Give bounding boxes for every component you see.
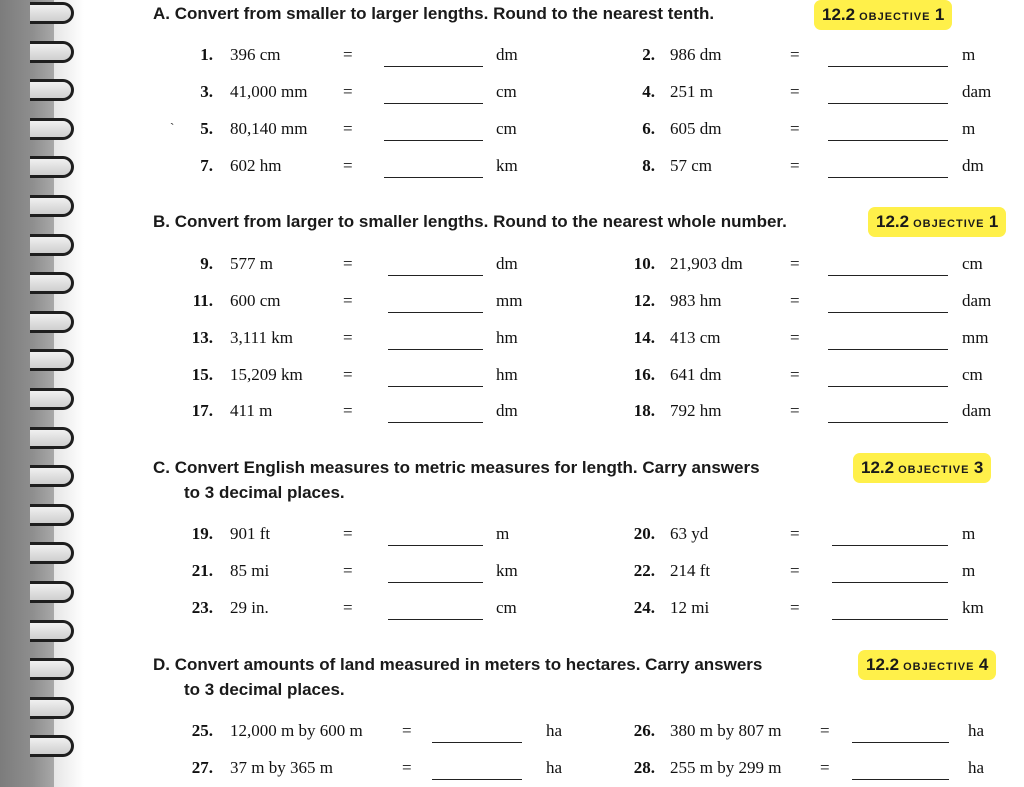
problem-quantity: 85 mi bbox=[230, 561, 270, 580]
equals-sign: = bbox=[790, 291, 800, 310]
section-b-objective-badge: 12.2 OBJECTIVE 1 bbox=[868, 207, 1006, 237]
spiral-ring bbox=[30, 620, 74, 642]
problem-quantity: 792 hm bbox=[670, 401, 722, 420]
equals-sign: = bbox=[790, 328, 800, 347]
answer-blank bbox=[828, 331, 948, 350]
spiral-ring bbox=[30, 542, 74, 564]
problem-number: 22. bbox=[633, 561, 655, 580]
problem-quantity: 12,000 m by 600 m bbox=[230, 721, 363, 740]
spiral-ring bbox=[30, 272, 74, 294]
answer-blank bbox=[388, 257, 483, 276]
spiral-ring bbox=[30, 581, 74, 603]
problem-number: 2. bbox=[642, 45, 655, 64]
answer-blank bbox=[388, 294, 483, 313]
equals-sign: = bbox=[790, 156, 800, 175]
target-unit: km bbox=[962, 598, 984, 617]
problem-quantity: 255 m by 299 m bbox=[670, 758, 782, 777]
problem-quantity: 901 ft bbox=[230, 524, 271, 543]
target-unit: dam bbox=[962, 291, 992, 310]
answer-blank bbox=[388, 527, 483, 546]
answer-blank bbox=[432, 724, 522, 743]
problem-number: 9. bbox=[200, 254, 213, 273]
pencil-mark: ` bbox=[170, 120, 175, 135]
problem-number: 25. bbox=[191, 721, 213, 740]
problem-quantity: 41,000 mm bbox=[230, 82, 308, 101]
answer-blank bbox=[828, 159, 948, 178]
answer-blank bbox=[828, 85, 948, 104]
problem-number: 18. bbox=[633, 401, 655, 420]
problem-number: 28. bbox=[633, 758, 655, 777]
equals-sign: = bbox=[343, 119, 353, 138]
target-unit: cm bbox=[496, 598, 517, 617]
answer-blank bbox=[384, 85, 483, 104]
target-unit: m bbox=[962, 119, 976, 138]
spiral-ring bbox=[30, 658, 74, 680]
problem-quantity: 413 cm bbox=[670, 328, 721, 347]
equals-sign: = bbox=[343, 561, 353, 580]
problem-number: 8. bbox=[642, 156, 655, 175]
target-unit: cm bbox=[496, 82, 517, 101]
equals-sign: = bbox=[790, 365, 800, 384]
section-b-heading: B. Convert from larger to smaller lengths. Round to the nearest whole number. bbox=[153, 212, 787, 231]
problem-number: 24. bbox=[633, 598, 655, 617]
problem-number: 6. bbox=[642, 119, 655, 138]
target-unit: dam bbox=[962, 401, 992, 420]
section-a-objective-badge: 12.2 OBJECTIVE 1 bbox=[814, 0, 952, 30]
problem-quantity: 641 dm bbox=[670, 365, 722, 384]
section-c-heading: C. Convert English measures to metric measures for length. Carry answers bbox=[153, 458, 760, 477]
answer-blank bbox=[384, 159, 483, 178]
problem-quantity: 57 cm bbox=[670, 156, 713, 175]
equals-sign: = bbox=[343, 45, 353, 64]
problem-number: 10. bbox=[633, 254, 655, 273]
section-d-heading-line2: to 3 decimal places. bbox=[184, 680, 345, 699]
problem-quantity: 3,111 km bbox=[230, 328, 293, 347]
equals-sign: = bbox=[790, 524, 800, 543]
problem-quantity: 577 m bbox=[230, 254, 273, 273]
spiral-ring bbox=[30, 195, 74, 217]
target-unit: ha bbox=[968, 721, 985, 740]
problem-quantity: 12 mi bbox=[670, 598, 710, 617]
spiral-ring bbox=[30, 388, 74, 410]
problem-number: 16. bbox=[633, 365, 655, 384]
problem-quantity: 29 in. bbox=[230, 598, 269, 617]
equals-sign: = bbox=[343, 365, 353, 384]
equals-sign: = bbox=[820, 721, 830, 740]
target-unit: m bbox=[962, 524, 976, 543]
spiral-ring bbox=[30, 735, 74, 757]
target-unit: hm bbox=[496, 328, 518, 347]
spiral-ring bbox=[30, 234, 74, 256]
target-unit: mm bbox=[496, 291, 523, 310]
answer-blank bbox=[828, 257, 948, 276]
target-unit: km bbox=[496, 561, 518, 580]
equals-sign: = bbox=[343, 291, 353, 310]
problem-quantity: 380 m by 807 m bbox=[670, 721, 782, 740]
problem-number: 13. bbox=[191, 328, 213, 347]
section-a-heading: A. Convert from smaller to larger lengths. Round to the nearest tenth. bbox=[153, 4, 715, 23]
section-c-objective-badge: 12.2 OBJECTIVE 3 bbox=[853, 453, 991, 483]
equals-sign: = bbox=[343, 156, 353, 175]
target-unit: dam bbox=[962, 82, 992, 101]
equals-sign: = bbox=[343, 328, 353, 347]
problem-number: 1. bbox=[200, 45, 213, 64]
equals-sign: = bbox=[343, 401, 353, 420]
answer-blank bbox=[388, 601, 483, 620]
spiral-ring bbox=[30, 504, 74, 526]
equals-sign: = bbox=[790, 561, 800, 580]
target-unit: cm bbox=[962, 254, 983, 273]
answer-blank bbox=[832, 601, 948, 620]
problem-number: 11. bbox=[192, 291, 213, 310]
target-unit: cm bbox=[496, 119, 517, 138]
equals-sign: = bbox=[820, 758, 830, 777]
spiral-ring bbox=[30, 697, 74, 719]
answer-blank bbox=[388, 368, 483, 387]
answer-blank bbox=[384, 122, 483, 141]
answer-blank bbox=[832, 527, 948, 546]
equals-sign: = bbox=[402, 758, 412, 777]
problem-quantity: 214 ft bbox=[670, 561, 711, 580]
spiral-ring bbox=[30, 41, 74, 63]
target-unit: dm bbox=[496, 401, 518, 420]
problem-quantity: 605 dm bbox=[670, 119, 722, 138]
spiral-ring bbox=[30, 156, 74, 178]
answer-blank bbox=[432, 761, 522, 780]
spiral-ring bbox=[30, 311, 74, 333]
answer-blank bbox=[828, 122, 948, 141]
answer-blank bbox=[852, 761, 949, 780]
problem-number: 27. bbox=[191, 758, 213, 777]
spiral-ring bbox=[30, 427, 74, 449]
answer-blank bbox=[384, 48, 483, 67]
equals-sign: = bbox=[343, 82, 353, 101]
equals-sign: = bbox=[790, 598, 800, 617]
target-unit: ha bbox=[546, 721, 563, 740]
target-unit: dm bbox=[962, 156, 984, 175]
problem-quantity: 983 hm bbox=[670, 291, 722, 310]
problem-number: 26. bbox=[633, 721, 655, 740]
section-c-heading-line2: to 3 decimal places. bbox=[184, 483, 345, 502]
equals-sign: = bbox=[343, 598, 353, 617]
answer-blank bbox=[388, 564, 483, 583]
problem-quantity: 251 m bbox=[670, 82, 713, 101]
equals-sign: = bbox=[790, 254, 800, 273]
section-d-objective-badge: 12.2 OBJECTIVE 4 bbox=[858, 650, 996, 680]
equals-sign: = bbox=[402, 721, 412, 740]
problem-quantity: 602 hm bbox=[230, 156, 282, 175]
target-unit: ha bbox=[546, 758, 563, 777]
section-d-heading: D. Convert amounts of land measured in meters to hectares. Carry answers bbox=[153, 655, 763, 674]
problem-number: 3. bbox=[200, 82, 213, 101]
problem-number: 19. bbox=[191, 524, 213, 543]
problem-number: 5. bbox=[200, 119, 213, 138]
equals-sign: = bbox=[790, 82, 800, 101]
target-unit: m bbox=[962, 561, 976, 580]
target-unit: m bbox=[496, 524, 510, 543]
equals-sign: = bbox=[790, 119, 800, 138]
equals-sign: = bbox=[790, 45, 800, 64]
equals-sign: = bbox=[343, 524, 353, 543]
problem-quantity: 411 m bbox=[230, 401, 273, 420]
problem-number: 23. bbox=[191, 598, 213, 617]
problem-quantity: 600 cm bbox=[230, 291, 281, 310]
target-unit: hm bbox=[496, 365, 518, 384]
problem-number: 20. bbox=[633, 524, 655, 543]
problem-number: 15. bbox=[191, 365, 213, 384]
problem-number: 4. bbox=[642, 82, 655, 101]
problem-quantity: 63 yd bbox=[670, 524, 709, 543]
answer-blank bbox=[828, 368, 948, 387]
target-unit: mm bbox=[962, 328, 989, 347]
problem-number: 12. bbox=[633, 291, 655, 310]
spiral-ring bbox=[30, 118, 74, 140]
problem-number: 17. bbox=[191, 401, 213, 420]
target-unit: cm bbox=[962, 365, 983, 384]
target-unit: m bbox=[962, 45, 976, 64]
problem-number: 14. bbox=[633, 328, 655, 347]
problem-quantity: 37 m by 365 m bbox=[230, 758, 333, 777]
problem-quantity: 396 cm bbox=[230, 45, 281, 64]
problem-number: 21. bbox=[191, 561, 213, 580]
problem-quantity: 80,140 mm bbox=[230, 119, 308, 138]
problem-quantity: 15,209 km bbox=[230, 365, 303, 384]
answer-blank bbox=[832, 564, 948, 583]
spiral-ring bbox=[30, 2, 74, 24]
answer-blank bbox=[828, 48, 948, 67]
answer-blank bbox=[828, 294, 948, 313]
target-unit: dm bbox=[496, 254, 518, 273]
problem-number: 7. bbox=[200, 156, 213, 175]
answer-blank bbox=[852, 724, 949, 743]
answer-blank bbox=[828, 404, 948, 423]
target-unit: km bbox=[496, 156, 518, 175]
answer-blank bbox=[388, 404, 483, 423]
problem-quantity: 986 dm bbox=[670, 45, 722, 64]
equals-sign: = bbox=[343, 254, 353, 273]
spiral-ring bbox=[30, 349, 74, 371]
answer-blank bbox=[388, 331, 483, 350]
equals-sign: = bbox=[790, 401, 800, 420]
target-unit: dm bbox=[496, 45, 518, 64]
spiral-ring bbox=[30, 465, 74, 487]
spiral-ring bbox=[30, 79, 74, 101]
target-unit: ha bbox=[968, 758, 985, 777]
problem-quantity: 21,903 dm bbox=[670, 254, 743, 273]
